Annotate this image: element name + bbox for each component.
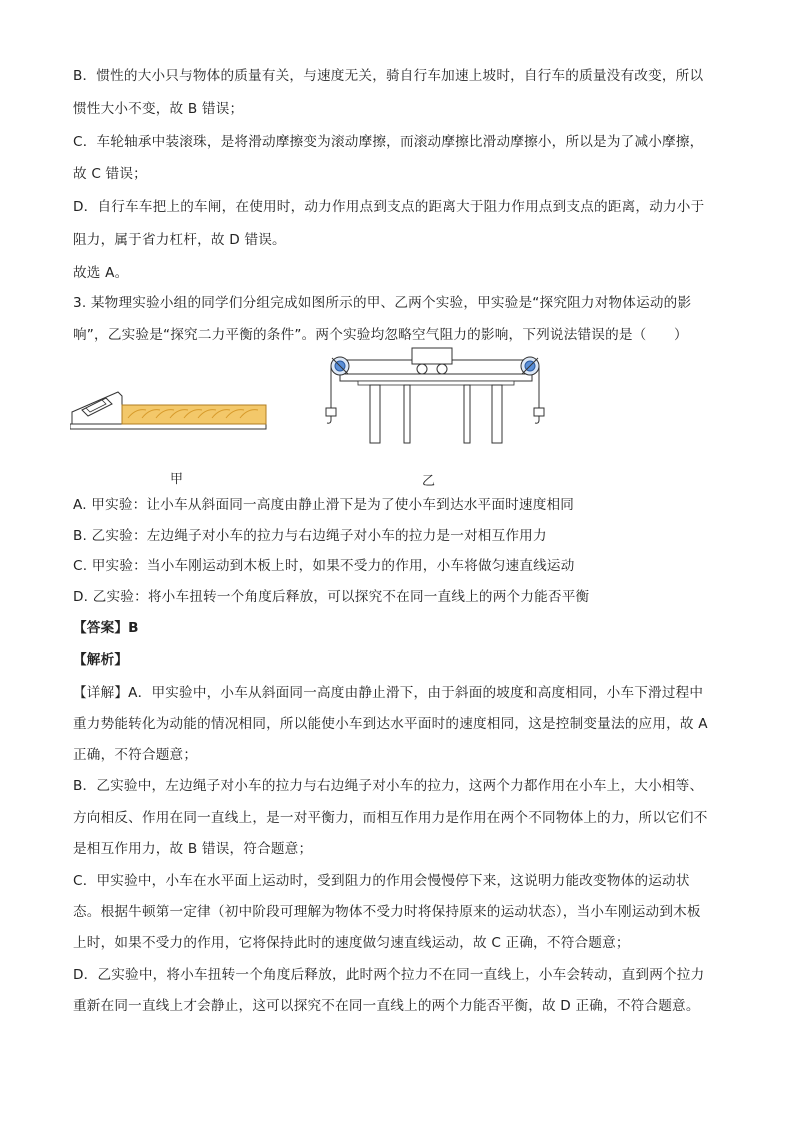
right-pulley-icon: [521, 357, 539, 375]
explain-line: B．乙实验中，左边绳子对小车的拉力与右边绳子对小车的拉力，这两个力都作用在小车上，大小相等、: [73, 778, 704, 794]
explain-line: 是相互作用力，故 B 错误，符合题意；: [73, 841, 313, 857]
table-leg: [464, 385, 470, 443]
table-surface: [70, 424, 266, 429]
incline-experiment-figure: [70, 388, 270, 436]
table-leg: [370, 385, 380, 443]
left-weight-icon: [326, 408, 336, 423]
wood-board: [122, 405, 266, 424]
option-b: B. 乙实验：左边绳子对小车的拉力与右边绳子对小车的拉力是一对相互作用力: [73, 528, 547, 544]
text-line: C．车轮轴承中装滚珠，是将滑动摩擦变为滚动摩擦，而滚动摩擦比滑动摩擦小，所以是为了减小摩擦，: [73, 134, 704, 150]
text-line: 阻力，属于省力杠杆，故 D 错误。: [73, 232, 286, 248]
explain-line: 重力势能转化为动能的情况相同，所以能使小车到达水平面时的速度相同，这是控制变量法的应用，故 A: [73, 716, 708, 732]
text-line: D．自行车车把上的车闸，在使用时，动力作用点到支点的距离大于阻力作用点到支点的距离，动力小于: [73, 199, 705, 215]
analysis-tag: 【解析】: [73, 652, 129, 668]
cart-icon: [412, 348, 452, 374]
explain-line: C．甲实验中，小车在水平面上运动时，受到阻力的作用会慢慢停下来，这说明力能改变物体的运动状: [73, 873, 690, 889]
left-pulley-icon: [331, 357, 349, 375]
text-line: B．惯性的大小只与物体的质量有关，与速度无关，骑自行车加速上坡时，自行车的质量没有改变，所以: [73, 68, 704, 84]
table-leg: [492, 385, 502, 443]
explain-line: D．乙实验中，将小车扭转一个角度后释放，此时两个拉力不在同一直线上，小车会转动，直到两个拉力: [73, 967, 705, 983]
explain-line: 方向相反、作用在同一直线上，是一对平衡力，而相互作用力是作用在两个不同物体上的力，所以它们不: [73, 810, 708, 826]
explain-line: 正确，不符合题意；: [73, 747, 198, 763]
text-line: 故选 A。: [73, 265, 129, 281]
figure-caption-right: 乙: [422, 474, 436, 489]
option-c: C. 甲实验：当小车刚运动到木板上时，如果不受力的作用，小车将做匀速直线运动: [73, 558, 575, 574]
explain-line: 态。根据牛顿第一定律（初中阶段可理解为物体不受力时将保持原来的运动状态），当小车刚运动到木板: [73, 904, 701, 920]
explain-line: 重新在同一直线上才会静止，这可以探究不在同一直线上的两个力能否平衡，故 D 正确，不符合题意。: [73, 998, 700, 1014]
option-a: A. 甲实验：让小车从斜面同一高度由静止滑下是为了使小车到达水平面时速度相同: [73, 497, 575, 513]
table-leg: [404, 385, 410, 443]
figure-caption-left: 甲: [170, 472, 184, 487]
question-text: 3. 某物理实验小组的同学们分组完成如图所示的甲、乙两个实验，甲实验是“探究阻力对物体运动的影: [73, 295, 692, 311]
question-text: 响”，乙实验是“探究二力平衡的条件”。两个实验均忽略空气阻力的影响，下列说法错误的是（ ）: [73, 327, 688, 343]
explain-line: 上时，如果不受力的作用，它将保持此时的速度做匀速直线运动，故 C 正确，不符合题意；: [73, 935, 630, 951]
explain-line: 【详解】A．甲实验中，小车从斜面同一高度由静止滑下，由于斜面的坡度和高度相同，小车下滑过程中: [73, 685, 704, 701]
answer-tag: 【答案】B: [73, 620, 139, 636]
text-line: 惯性大小不变，故 B 错误；: [73, 101, 244, 117]
table-top: [340, 374, 532, 381]
right-weight-icon: [534, 408, 544, 423]
text-line: 故 C 错误；: [73, 166, 147, 182]
option-d: D. 乙实验：将小车扭转一个角度后释放，可以探究不在同一直线上的两个力能否平衡: [73, 589, 590, 605]
two-force-balance-figure: [318, 340, 554, 448]
